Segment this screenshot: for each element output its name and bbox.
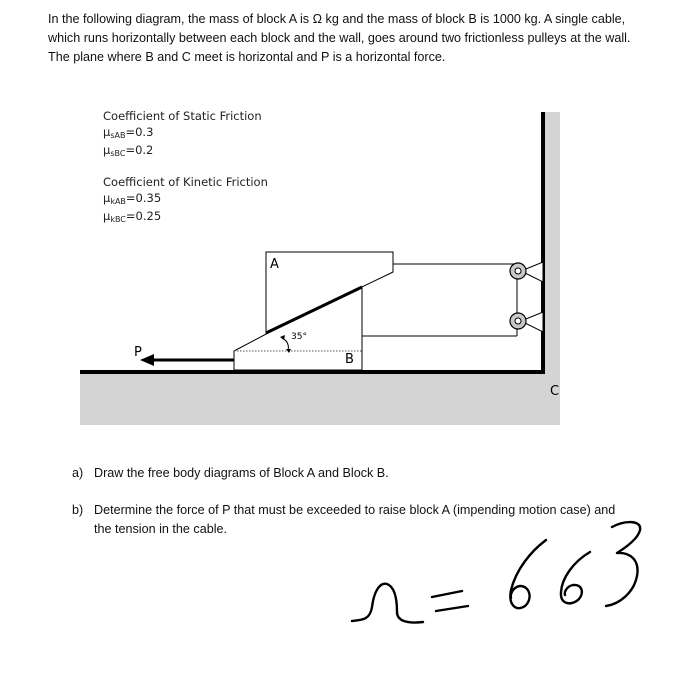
static-friction-ab: $\mu_{sAB}=0.3$: [103, 125, 154, 140]
kinetic-friction-heading: Coefficient of Kinetic Friction: [103, 175, 268, 189]
question-b-letter: b): [72, 503, 84, 517]
angle-label: 35°: [291, 332, 307, 342]
handwritten-omega: [352, 584, 423, 623]
static-friction-bc: $\mu_{sBC}=0.2$: [103, 143, 154, 158]
kinetic-friction-bc: $\mu_{kBC}=0.25$: [103, 209, 162, 224]
problem-text: In the following diagram, the mass of block A is Ω kg and the mass of block B is 1000 kg. A single cable, which runs horizontally between each block and the wall, goes around two frictionless pulleys at the wall. The plane where B and C meet is horizontal and P is a horizontal force.: [48, 12, 631, 64]
kinetic-friction-ab: $\mu_{kAB}=0.35$: [103, 191, 162, 206]
handwritten-equals-bottom: [436, 606, 468, 611]
question-a-text: Draw the free body diagrams of Block A and Block B.: [94, 466, 389, 480]
handwritten-equals-top: [432, 591, 462, 597]
label-b: B: [345, 352, 354, 367]
static-friction-heading: Coefficient of Static Friction: [103, 109, 262, 123]
handwritten-digit-6-first: [510, 540, 546, 608]
label-c: C: [550, 384, 560, 399]
label-p: P: [134, 345, 142, 360]
handwritten-digit-3: [606, 522, 640, 606]
label-a: A: [270, 257, 279, 272]
question-a-letter: a): [72, 466, 84, 480]
question-b-text: Determine the force of P that must be exceeded to raise block A (impending motion case) and the tension in the cable.: [94, 503, 616, 536]
handwritten-digit-6-second: [561, 552, 590, 603]
